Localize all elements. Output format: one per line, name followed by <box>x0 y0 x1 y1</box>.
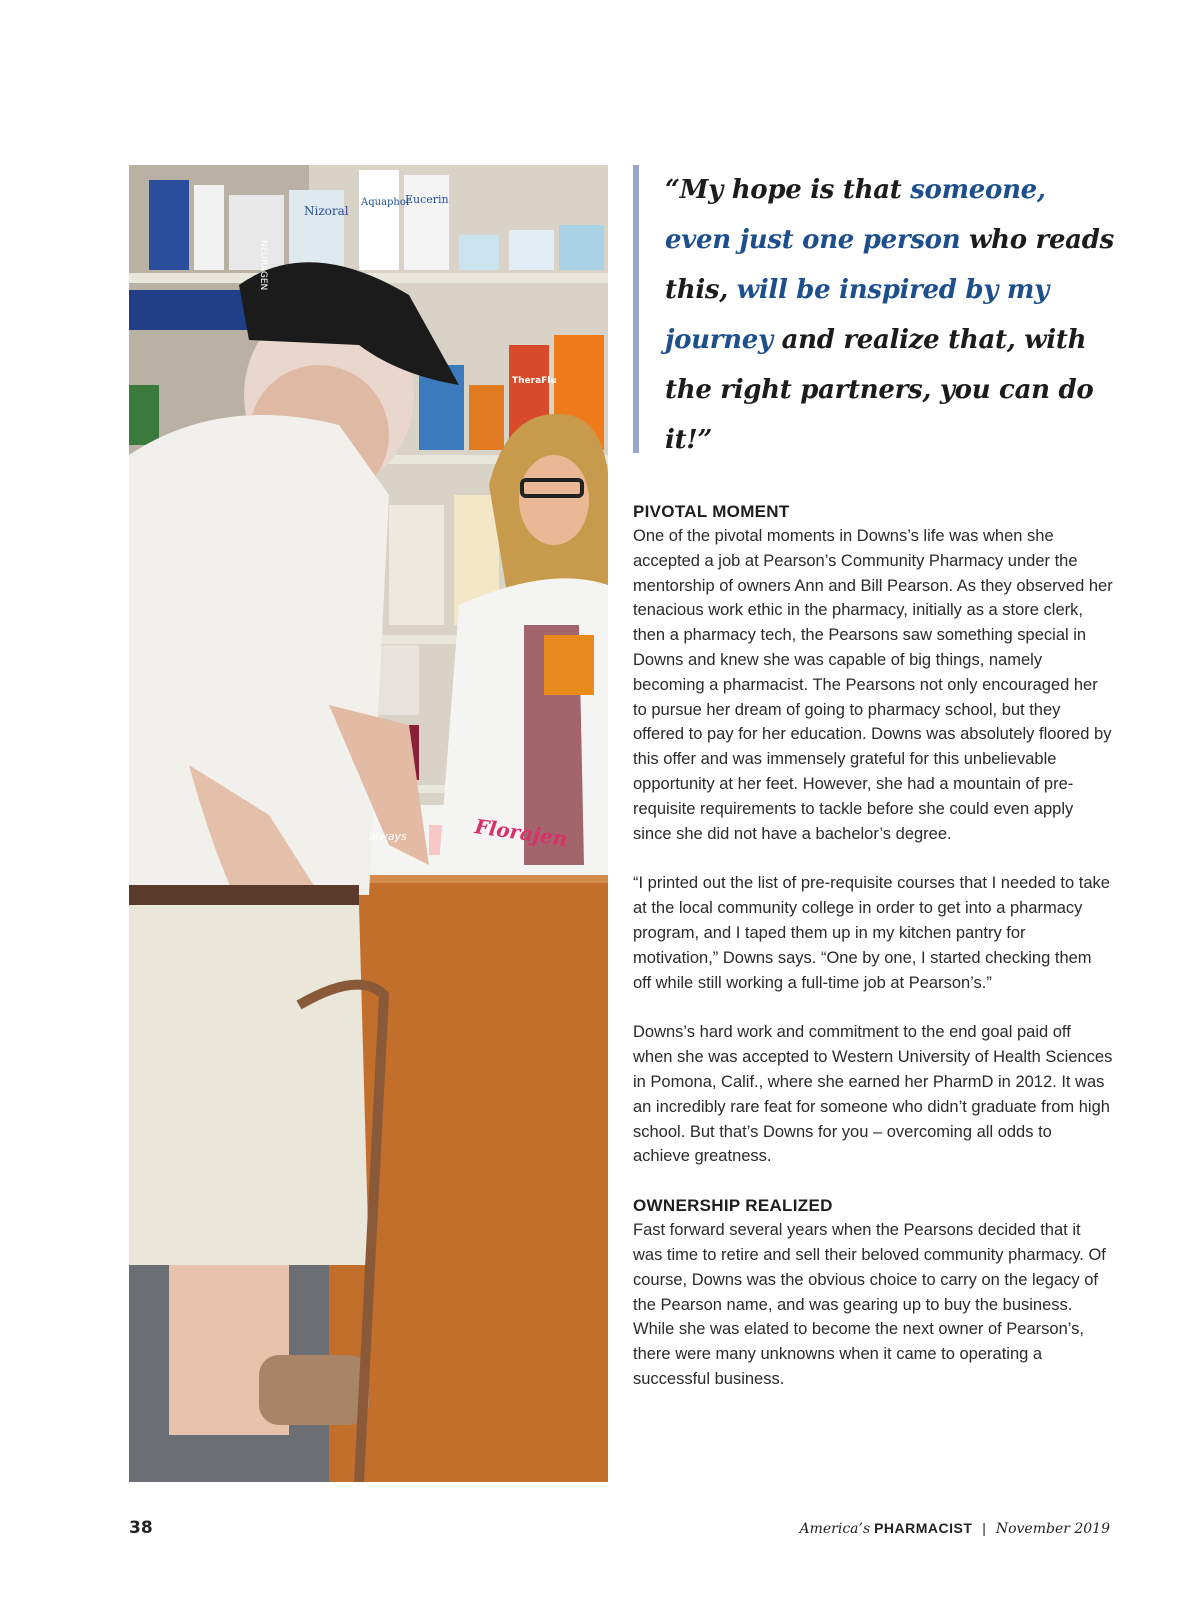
publication-name-bold: PHARMACIST <box>874 1520 973 1536</box>
pull-quote-part-1: “My hope is that <box>665 175 911 205</box>
section-heading-ownership-realized: OWNERSHIP REALIZED <box>633 1196 833 1216</box>
section-heading-pivotal-moment: PIVOTAL MOMENT <box>633 502 790 521</box>
article-paragraph: “I printed out the list of pre-requisite courses that I needed to take at the local community college in order to get into a pharmacy program, and I taped them up in my kitchen pantry for motivation,” Downs says. “One by one, I started checking them off while still working a full-time job at Pearson’s.” <box>633 874 1110 992</box>
publication-name-italic: America’s <box>799 1521 871 1537</box>
product-label-eucerin: Eucerin <box>405 193 449 206</box>
article-paragraph: One of the pivotal moments in Downs’s life was when she accepted a job at Pearson’s Community Pharmacy under the mentorship of owners Ann and Bill Pearson. As they observed her tenacious work ethic in the pharmacy, initially as a store clerk, then a pharmacy tech, the Pearsons saw something special in Downs and knew she was capable of big things, namely becoming a pharmacist. The Pearsons not only encouraged her to pursue her dream of going to pharmacy school, but they offered to pay for her education. Downs was absolutely floored by this offer and was immensely grateful for this unbelievable opportunity at her feet. However, she had a mountain of pre-requisite requirements to tackle before she could even apply since she did not have a bachelor’s degree. <box>633 527 1113 843</box>
pharmacy-scene-illustration <box>129 165 608 1482</box>
article-paragraph: Downs’s hard work and commitment to the end goal paid off when she was accepted to Western University of Health Sciences in Pomona, Calif., where she earned her PharmD in 2012. It was an incredibly rare feat for someone who didn’t graduate from high school. But that’s Downs for you – overcoming all odds to achieve greatness. <box>633 1023 1113 1166</box>
article-paragraph: Fast forward several years when the Pearsons decided that it was time to retire and sell their beloved community pharmacy. Of course, Downs was the obvious choice to carry on the legacy of the Pearson name, and was gearing up to buy the business. While she was elated to become the next owner of Pearson’s, there were many unknowns when it came to operating a successful business. <box>633 1221 1106 1388</box>
pull-quote-part-2: who reads this, <box>665 225 1114 305</box>
product-label-nizoral: Nizoral <box>304 204 349 218</box>
product-label-always: always <box>369 830 407 843</box>
pull-quote-part-3: and realize that, with the right partners, you can do it!” <box>665 325 1094 455</box>
publication-footer <box>800 1520 1111 1537</box>
product-label-theraflu: TheraFlu <box>512 376 557 386</box>
footer-separator: | <box>982 1520 986 1536</box>
article-photo <box>129 165 608 1482</box>
pull-quote-highlight-2: will be inspired by my journey <box>665 275 1049 355</box>
pull-quote-highlight-1: someone, even just one person <box>665 175 1046 255</box>
issue-date: November 2019 <box>995 1521 1110 1537</box>
page-number: 38 <box>129 1518 153 1538</box>
article-body <box>633 500 1113 1392</box>
pull-quote-bar <box>633 165 639 453</box>
product-label-aquaphor: Aquaphor <box>361 197 411 208</box>
pull-quote-text <box>665 165 1115 465</box>
pull-quote <box>633 165 1113 453</box>
product-label-florajen: Florajen <box>473 814 569 851</box>
product-label-neuragen: NEURAGEN <box>258 240 268 291</box>
